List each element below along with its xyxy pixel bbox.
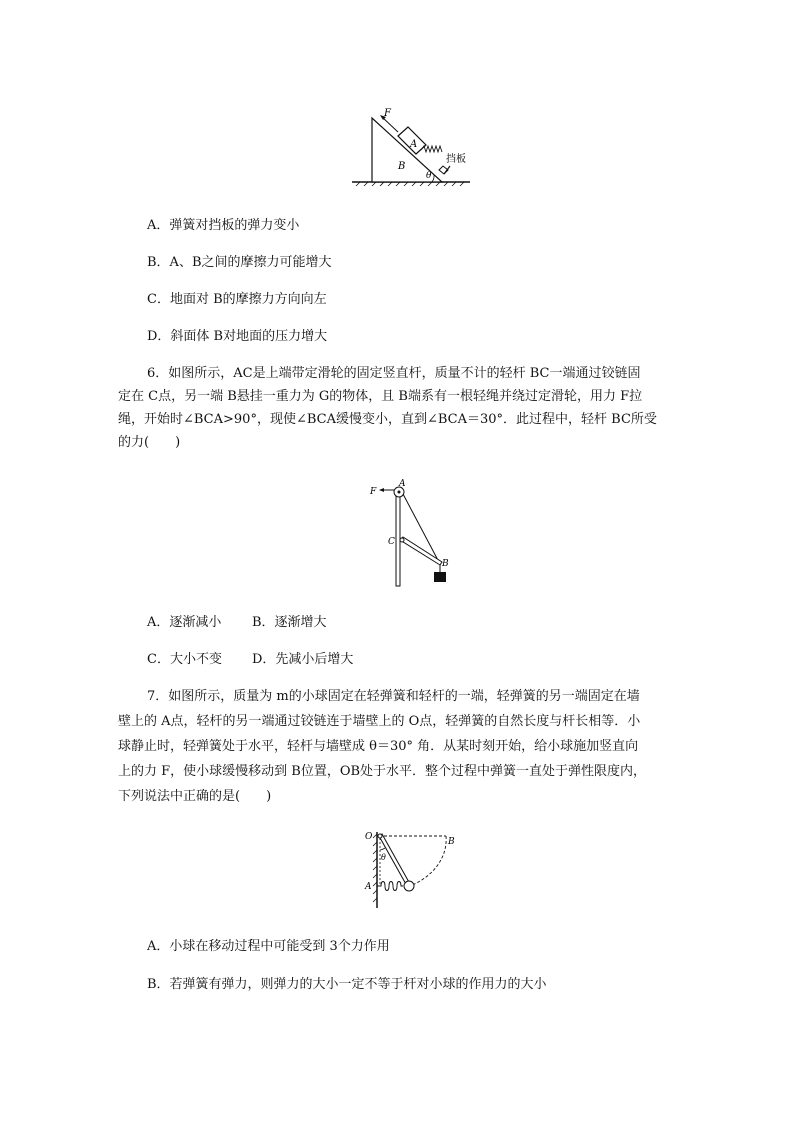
label-theta: θ (426, 171, 432, 181)
label-b: B (442, 559, 449, 569)
q7-line-3: 球静止时，轻弹簧处于水平，轻杆与墙壁成 θ＝30° 角．从某时刻开始，给小球施加竖直向 (118, 739, 639, 754)
label-b: B (398, 161, 406, 172)
q7-option-b: B．若弹簧有弹力，则弹力的大小一定不等于杆对小球的作用力的大小 (147, 977, 547, 992)
q6-line-3: 绳，开始时∠BCA>90°，现使∠BCA缓慢变小，直到∠BCA＝30°．此过程中，轻杆 BC所受 (118, 412, 657, 427)
q6-line-1: 6．如图所示，AC是上端带定滑轮的固定竖直杆，质量不计的轻杆 BC一端通过铰链固 (147, 366, 641, 381)
label-b: B (448, 837, 455, 847)
q6-option-a: A．逐渐减小 (147, 615, 222, 630)
label-a: A (399, 479, 406, 489)
label-f: F (370, 487, 377, 497)
label-a: A (410, 139, 418, 150)
figure-wall-spring-rod (362, 826, 462, 910)
q6-line-4: 的力( ) (118, 435, 181, 450)
q7-option-a: A．小球在移动过程中可能受到 3个力作用 (147, 939, 390, 954)
q6-line-2: 定在 C点，另一端 B悬挂一重力为 G的物体，且 B端系有一根轻绳并绕过定滑轮，用力 F拉 (118, 389, 643, 404)
label-plate: 挡板 (446, 154, 466, 165)
q5-option-c: C．地面对 B的摩擦力方向向左 (147, 292, 327, 307)
q6-option-c: C．大小不变 (147, 652, 222, 667)
q6-option-b: B．逐渐增大 (252, 615, 327, 630)
q7-line-5: 下列说法中正确的是( ) (118, 789, 272, 804)
q7-line-2: 壁上的 A点，轻杆的另一端通过铰链连于墙壁上的 O点，轻弹簧的自然长度与杆长相等．小 (118, 714, 641, 729)
q5-option-a: A．弹簧对挡板的弹力变小 (147, 218, 300, 233)
label-f: F (384, 108, 391, 119)
q6-option-d: D．先减小后增大 (252, 652, 354, 667)
q7-line-1: 7．如图所示，质量为 m的小球固定在轻弹簧和轻杆的一端，轻弹簧的另一端固定在墙 (147, 689, 640, 704)
label-a: A (365, 882, 372, 892)
q5-option-d: D．斜面体 B对地面的压力增大 (147, 329, 328, 344)
q7-line-4: 上的力 F，使小球缓慢移动到 B位置，OB处于水平．整个过程中弹簧一直处于弹性限度内， (118, 764, 647, 779)
figure-incline (346, 104, 476, 188)
label-o: O (365, 832, 373, 842)
figure-pole-pulley (366, 476, 456, 588)
label-c: C (388, 537, 395, 547)
label-theta: θ (381, 853, 386, 862)
q5-option-b: B．A、B之间的摩擦力可能增大 (147, 255, 332, 270)
